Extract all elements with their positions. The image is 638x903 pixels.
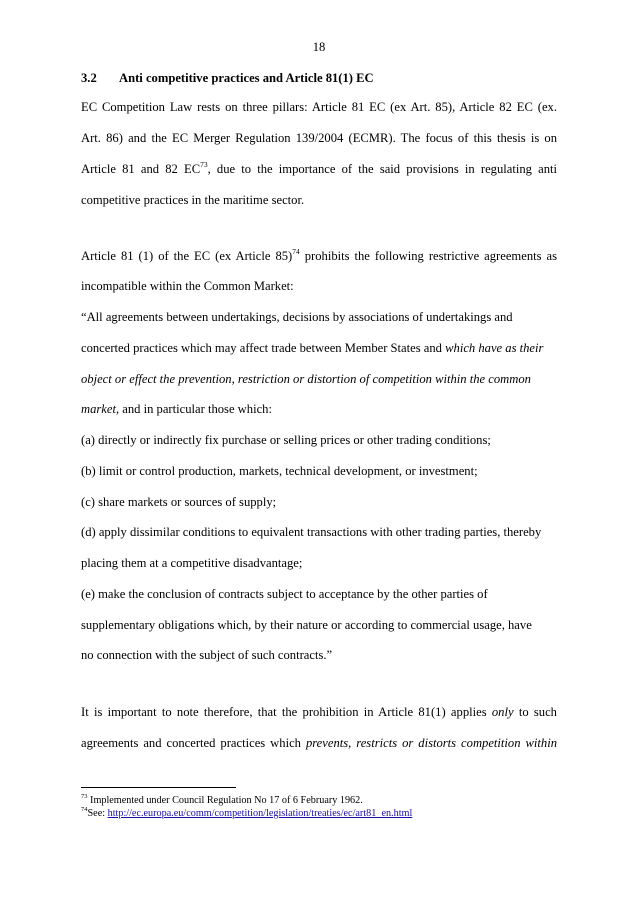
footnote-ref-73: 73: [200, 159, 208, 169]
para1-line3-text-b: , due to the importance of the said provisions in regulating anti: [207, 162, 557, 176]
para3-line1-text-c: to such: [513, 705, 557, 719]
quote-item-d-line2: placing them at a competitive disadvantage;: [81, 556, 303, 570]
para2-line1-text-a: Article 81 (1) of the EC (ex Article 85): [81, 249, 293, 263]
quote-item-e-line1: (e) make the conclusion of contracts subject to acceptance by the other parties of: [81, 587, 488, 601]
section-number: 3.2: [81, 71, 97, 85]
quote-item-e-line3: no connection with the subject of such contracts.”: [81, 648, 333, 662]
para3-line1: [81, 704, 557, 720]
quote-line4-text: and in particular those which:: [119, 402, 272, 416]
quote-line4: [81, 401, 272, 417]
para3-line1-italic: only: [491, 705, 514, 719]
footnote-73-text: Implemented under Council Regulation No 17 of 6 February 1962.: [87, 795, 363, 806]
para1-line3-text-a: Article 81 and 82 EC: [81, 162, 201, 176]
section-heading: [81, 70, 374, 86]
quote-line1: “All agreements between undertakings, decisions by associations of undertakings and: [81, 310, 513, 324]
section-title: Anti competitive practices and Article 81(1) EC: [119, 71, 374, 85]
quote-line4-italic: market,: [81, 402, 120, 416]
quote-item-b: (b) limit or control production, markets, technical development, or investment;: [81, 464, 478, 478]
para2-line1-text-b: prohibits the following restrictive agreements as: [299, 249, 557, 263]
quote-item-a: (a) directly or indirectly fix purchase or selling prices or other trading conditions;: [81, 433, 491, 447]
para3-line2: [81, 735, 557, 751]
quote-line2: [81, 340, 543, 356]
footnote-divider: [81, 787, 236, 788]
footnote-ref-74: 74: [292, 246, 300, 256]
footnote-74-link[interactable]: http://ec.europa.eu/comm/competition/legislation/treaties/ec/art81_en.html: [107, 808, 413, 819]
quote-line3: [81, 371, 531, 387]
quote-item-e-line2: supplementary obligations which, by their nature or according to commercial usage, have: [81, 618, 532, 632]
quote-line2-italic: which have as their: [445, 341, 544, 355]
para1-line3: [81, 161, 557, 177]
quote-line2-text-a: concerted practices which may affect trade between Member States and: [81, 341, 446, 355]
quote-item-c: (c) share markets or sources of supply;: [81, 495, 277, 509]
para1-line2: Art. 86) and the EC Merger Regulation 139/2004 (ECMR). The focus of this thesis is on: [81, 131, 557, 145]
para3-line2-italic: prevents, restricts or distorts competition within: [305, 736, 557, 750]
footnote-73: [81, 792, 363, 807]
footnote-74: [81, 805, 413, 820]
footnote-74-mark: 74: [81, 805, 88, 813]
footnote-74-text: See:: [87, 808, 108, 819]
quote-line3-italic: object or effect the prevention, restriction or distortion of competition within the common: [81, 372, 531, 386]
para3-line1-text-a: It is important to note therefore, that the prohibition in Article 81(1) applies: [81, 705, 492, 719]
para2-line2: incompatible within the Common Market:: [81, 279, 294, 293]
para3-line2-text-a: agreements and concerted practices which: [81, 736, 306, 750]
quote-item-d-line1: (d) apply dissimilar conditions to equivalent transactions with other trading parties, thereby: [81, 525, 542, 539]
para1-line4: competitive practices in the maritime sector.: [81, 193, 305, 207]
page-number: 18: [312, 40, 326, 54]
para2-line1: [81, 248, 557, 264]
footnote-73-mark: 73: [81, 792, 88, 800]
para1-line1: EC Competition Law rests on three pillars: Article 81 EC (ex Art. 85), Article 82 EC (ex.: [81, 100, 557, 114]
